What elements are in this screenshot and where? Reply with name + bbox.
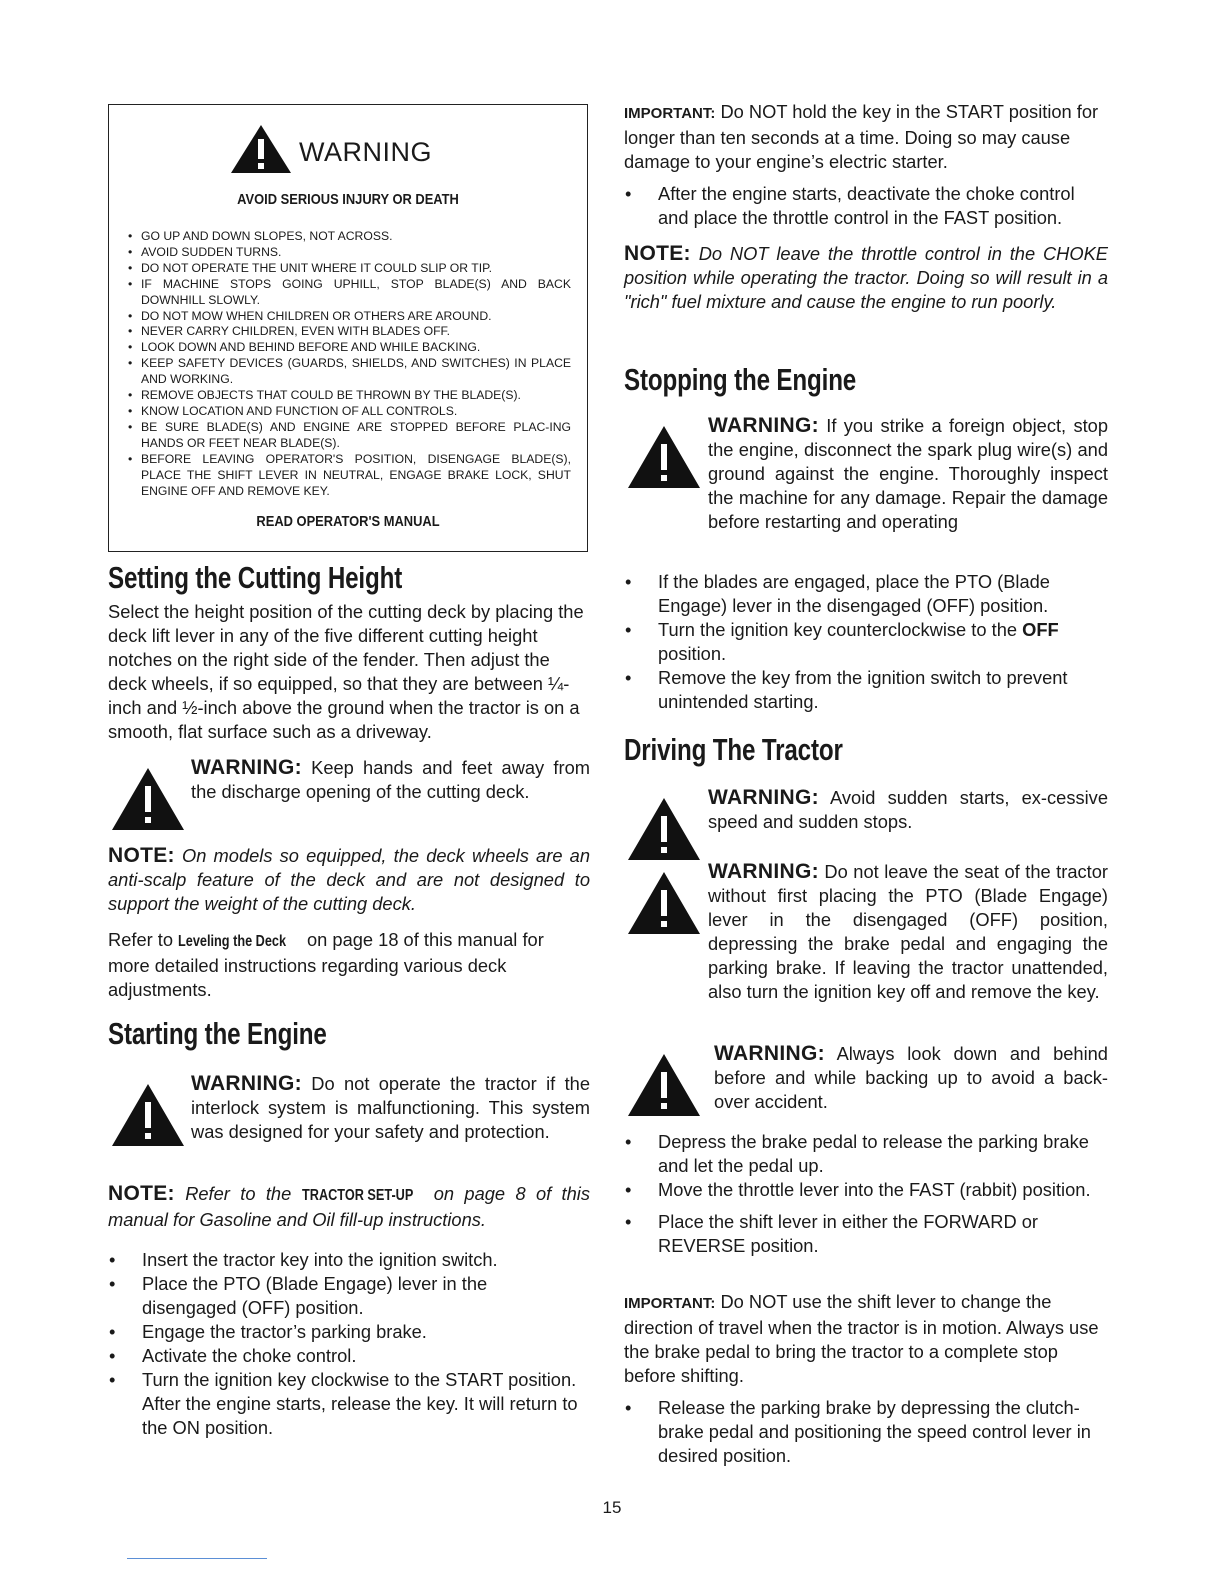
refer-paragraph <box>108 928 588 1002</box>
release-brake-list <box>624 1396 1108 1468</box>
list-item: • AVOID SUDDEN TURNS. <box>127 245 571 261</box>
warning-label: WARNING: <box>708 414 819 437</box>
list-item: • Turn the ignition key clockwise to the START position. After the engine starts, release the key. It will return to the ON position. <box>108 1368 578 1440</box>
list-item: • Place the shift lever in either the FORWARD or REVERSE position. <box>624 1210 1108 1258</box>
list-item: • Insert the tractor key into the ignition switch. <box>108 1248 578 1272</box>
driving-steps-list <box>624 1130 1108 1258</box>
warning-box-footer: READ OPERATOR'S MANUAL <box>256 513 440 530</box>
list-item: • After the engine starts, deactivate the choke control and place the throttle control in the FAST position. <box>624 182 1108 230</box>
warning-triangle-icon <box>108 1080 188 1150</box>
note-setup <box>108 1182 590 1232</box>
list-item: • Move the throttle lever into the FAST (rabbit) position. <box>624 1178 1108 1202</box>
section-heading-wrap <box>108 1016 388 1052</box>
list-item: • DO NOT OPERATE THE UNIT WHERE IT COULD SLIP OR TIP. <box>127 261 571 277</box>
warning-sudden-starts <box>624 786 1108 864</box>
section-heading-driving-tractor: Driving The Tractor <box>624 732 843 767</box>
footer-rule <box>127 1558 267 1559</box>
note-label: NOTE: <box>624 242 691 265</box>
list-item: • GO UP AND DOWN SLOPES, NOT ACROSS. <box>127 229 571 245</box>
note-label: NOTE: <box>108 1182 175 1205</box>
page-number: 15 <box>602 1498 622 1517</box>
warning-text: Avoid sudden starts, ex-cessive speed and sudden stops. <box>708 787 1108 832</box>
warning-box-list <box>127 229 571 499</box>
list-item: • DO NOT MOW WHEN CHILDREN OR OTHERS ARE AROUND. <box>127 309 571 325</box>
list-item: • NEVER CARRY CHILDREN, EVEN WITH BLADES OFF. <box>127 324 571 340</box>
warning-text: Keep hands and feet away from the discharge opening of the cutting deck. <box>191 757 590 802</box>
warning-leave-seat <box>624 860 1108 1004</box>
warning-triangle-icon <box>624 422 704 492</box>
list-item: • If the blades are engaged, place the PTO (Blade Engage) lever in the disengaged (OFF) position. <box>624 570 1108 618</box>
off-tail: position. <box>658 643 727 664</box>
warning-label: WARNING: <box>191 756 302 779</box>
stopping-steps-list <box>624 570 1108 714</box>
important-shift <box>624 1290 1108 1388</box>
choke-list <box>624 182 1108 230</box>
list-item-text: Turn the ignition key counterclockwise to the <box>658 619 1018 640</box>
warning-text: Do not operate the tractor if the interlock system is malfunctioning. This system was designed for your safety and protection. <box>191 1073 590 1142</box>
list-item: • KEEP SAFETY DEVICES (GUARDS, SHIELDS, AND SWITCHES) IN PLACE AND WORKING. <box>127 356 571 388</box>
note-pre: Refer to the <box>185 1183 302 1204</box>
note-text: On models so equipped, the deck wheels are an anti-scalp feature of the deck and are not designed to support the weight of the cutting deck. <box>108 845 590 914</box>
warning-cutting-deck <box>108 756 590 834</box>
warning-triangle-icon <box>624 868 704 938</box>
note-text: Do NOT leave the throttle control in the CHOKE position while operating the tractor. Doing so will result in a "rich" fuel mixture and cause the engine to run poorly. <box>624 243 1108 312</box>
off-word: OFF <box>1022 619 1059 640</box>
note-post: on page 8 of this manual for Gasoline and Oil fill-up instructions. <box>108 1183 590 1230</box>
section-heading-wrap <box>108 560 485 596</box>
warning-foreign-object <box>624 414 1108 534</box>
section-heading-wrap <box>624 362 922 398</box>
important-text: Do NOT use the shift lever to change the direction of travel when the tractor is in motion. Always use the brake pedal to bring the tractor to a complete stop before shifting. <box>624 1291 1099 1386</box>
important-text: Do NOT hold the key in the START position for longer than ten seconds at a time. Doing so may cause damage to your engine’s electric starter. <box>624 101 1099 172</box>
section-heading-starting-engine: Starting the Engine <box>108 1016 327 1051</box>
warning-triangle-icon <box>229 123 293 175</box>
leveling-deck-link: Leveling the Deck <box>178 933 287 950</box>
list-item <box>624 618 1108 666</box>
note-cutting-deck <box>108 844 590 916</box>
list-item: • Release the parking brake by depressing the clutch-brake pedal and positioning the speed control lever in desired position. <box>624 1396 1108 1468</box>
warning-interlock <box>108 1072 590 1150</box>
important-label: IMPORTANT: <box>624 1295 716 1312</box>
important-start-key <box>624 100 1108 174</box>
list-item: • KNOW LOCATION AND FUNCTION OF ALL CONTROLS. <box>127 404 571 420</box>
note-label: NOTE: <box>108 844 175 867</box>
list-item: • Depress the brake pedal to release the parking brake and let the pedal up. <box>624 1130 1108 1178</box>
important-label: IMPORTANT: <box>624 105 716 122</box>
warning-text: Always look down and behind before and while backing up to avoid a back-over accident. <box>714 1043 1108 1112</box>
list-item: • IF MACHINE STOPS GOING UPHILL, STOP BLADE(S) AND BACK DOWNHILL SLOWLY. <box>127 277 571 309</box>
list-item: • BEFORE LEAVING OPERATOR'S POSITION, DISENGAGE BLADE(S), PLACE THE SHIFT LEVER IN NEUTRAL, ENGAGE BRAKE LOCK, SHUT ENGINE OFF AND REMOVE KEY. <box>127 452 571 500</box>
refer-pre: Refer to <box>108 929 179 950</box>
warning-box-subtitle: AVOID SERIOUS INJURY OR DEATH <box>237 191 459 208</box>
warning-label: WARNING: <box>708 786 819 809</box>
section-heading-wrap <box>624 732 904 768</box>
list-item: • Engage the tractor’s parking brake. <box>108 1320 578 1344</box>
warning-label: WARNING: <box>191 1072 302 1095</box>
warning-box <box>108 104 588 552</box>
warning-text: Do not leave the seat of the tractor without first placing the PTO (Blade Engage) lever in the disengaged (OFF) position, depressing the brake pedal and engaging the parking brake. If leaving the tractor unattended, also turn the ignition key off and remove the key. <box>708 861 1108 1002</box>
warning-backing <box>624 1042 1108 1120</box>
warning-triangle-icon <box>108 764 188 834</box>
list-item: • Place the PTO (Blade Engage) lever in the disengaged (OFF) position. <box>108 1272 578 1320</box>
section-heading-cutting-height: Setting the Cutting Height <box>108 560 403 595</box>
warning-triangle-icon <box>624 1050 704 1120</box>
section-heading-stopping-engine: Stopping the Engine <box>624 362 857 397</box>
list-item: • LOOK DOWN AND BEHIND BEFORE AND WHILE BACKING. <box>127 340 571 356</box>
list-item: • Activate the choke control. <box>108 1344 578 1368</box>
warning-text: If you strike a foreign object, stop the engine, disconnect the spark plug wire(s) and ground against the engine. Thoroughly inspect the machine for any damage. Repair the damage before restarting and operating <box>708 415 1108 532</box>
warning-label: WARNING: <box>708 860 819 883</box>
starting-steps-list <box>108 1248 578 1440</box>
warning-triangle-icon <box>624 794 704 864</box>
tractor-setup-ref: TRACTOR SET-UP <box>301 1187 413 1204</box>
list-item: • BE SURE BLADE(S) AND ENGINE ARE STOPPED BEFORE PLAC-ING HANDS OR FEET NEAR BLADE(S). <box>127 420 571 452</box>
list-item: • Remove the key from the ignition switch to prevent unintended starting. <box>624 666 1108 714</box>
cutting-height-paragraph: Select the height position of the cutting deck by placing the deck lift lever in any of the five different cutting height notches on the right side of the fender. Then adjust the deck wheels, if so equipped, so that they are between ¼-inch and ½-inch above the ground when the tractor is on a smooth, flat surface such as a driveway. <box>108 601 584 742</box>
warning-box-header <box>229 123 432 175</box>
list-item: • REMOVE OBJECTS THAT COULD BE THROWN BY THE BLADE(S). <box>127 388 571 404</box>
warning-box-title: WARNING <box>299 136 432 167</box>
left-column <box>108 104 590 1438</box>
refer-post: on page 18 of this manual for more detailed instructions regarding various deck adjustments. <box>108 929 544 1000</box>
note-throttle <box>624 242 1108 314</box>
warning-label: WARNING: <box>714 1042 825 1065</box>
